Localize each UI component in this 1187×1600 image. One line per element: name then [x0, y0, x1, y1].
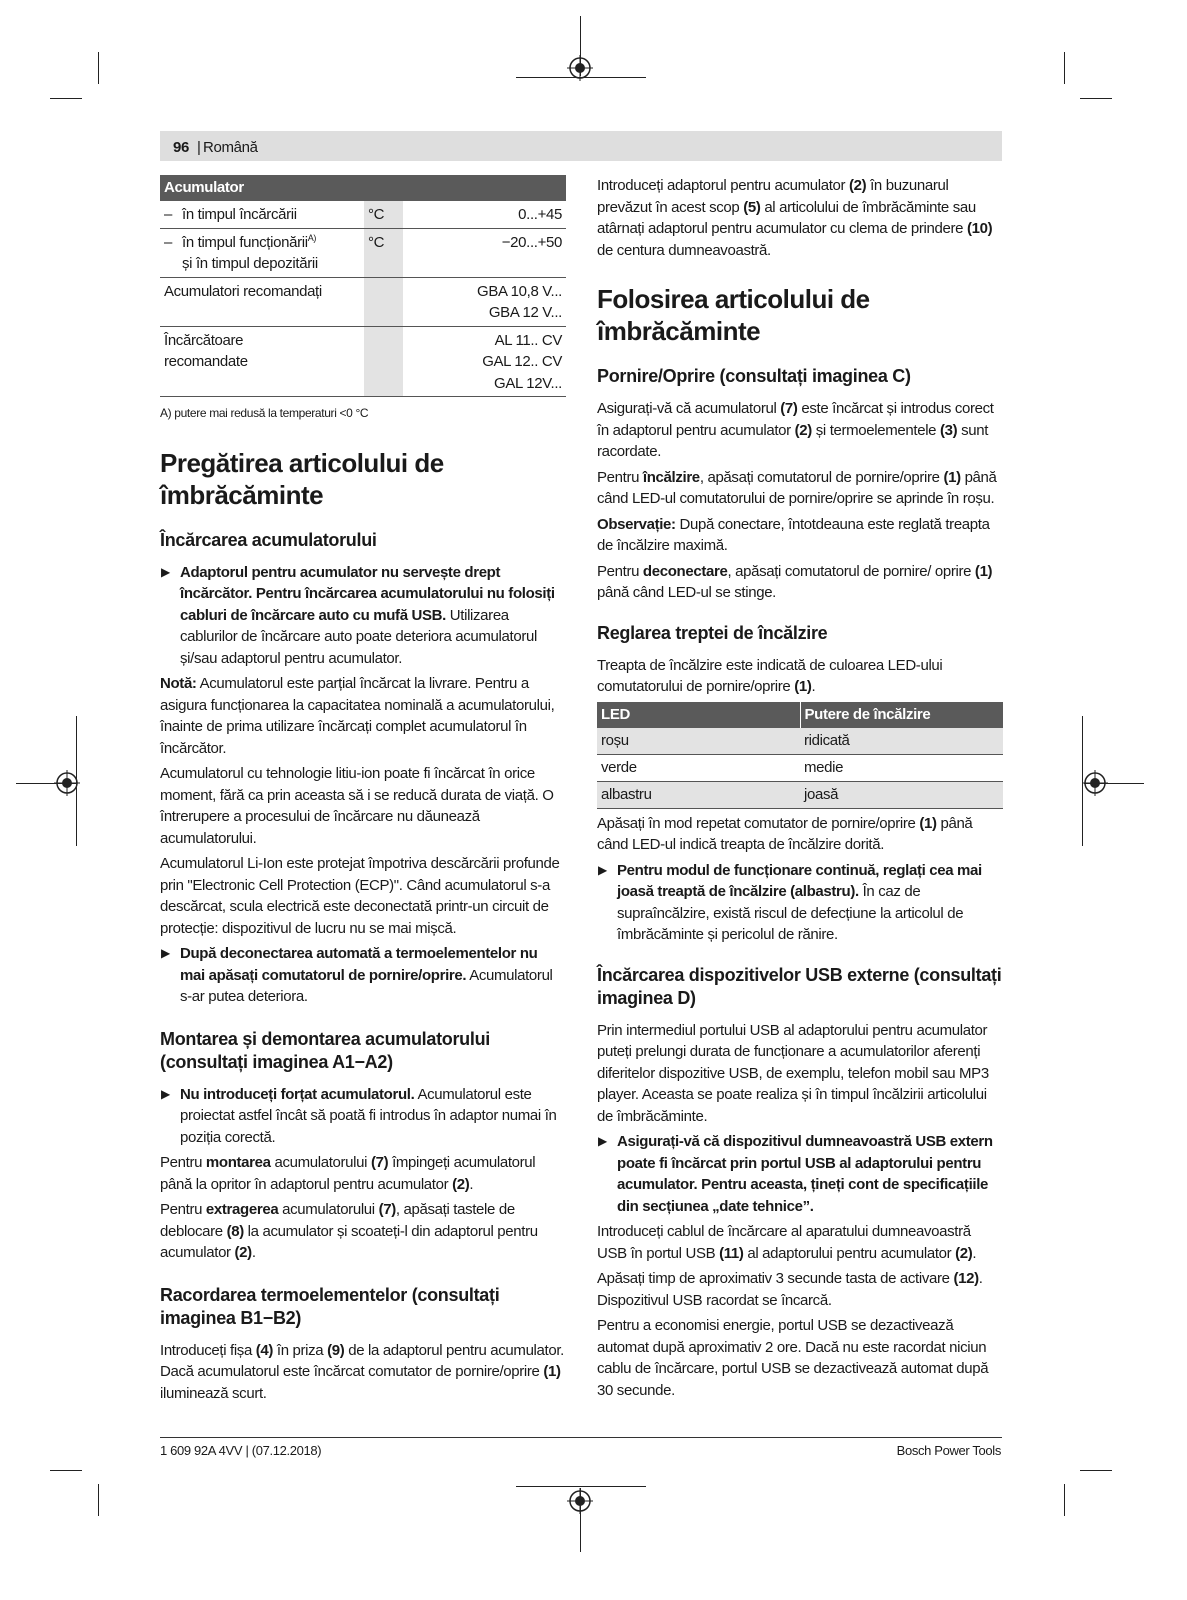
footer-doc-id: 1 609 92A 4VV | (07.12.2018) — [160, 1443, 322, 1458]
spec-unit — [364, 277, 403, 326]
bullet-triangle-icon: ▶ — [598, 862, 607, 877]
crop-mark — [50, 1470, 82, 1471]
bullet-triangle-icon: ▶ — [161, 946, 170, 960]
led-table — [597, 702, 1003, 809]
bullet-bold-text: După deconectarea automată a termoelementelor nu mai apăsați comutatorul de pornire/oprire. — [180, 945, 538, 984]
header-separator: | — [197, 139, 201, 156]
bullet-text: Utilizarea cablurilor de încărcare auto poate deteriora acumulatorul și/sau adaptorul pentru acumulator. — [180, 606, 537, 667]
spec-unit — [364, 326, 403, 397]
paragraph: Pentru a economisi energie, portul USB se dezactivează automat după aproximativ 2 ore. Dacă nu este racordat niciun cablu de încărcare, portul USB se dezactivează automat după 30 secunde. — [597, 1317, 989, 1399]
registration-mark-icon — [567, 55, 593, 81]
registration-mark-icon — [54, 770, 80, 796]
crop-mark — [98, 1484, 99, 1516]
paragraph: Observație: După conectare, întotdeauna este reglată treapta de încălzire maximă. — [597, 515, 990, 554]
bullet-bold-text: Asigurați-vă că dispozitivul dumneavoastră USB extern poate fi încărcat prin portul USB al adaptorului pentru acumulator. Pentru aceasta, țineți cont de specificațiile din secțiunea „date tehnice”. — [617, 1133, 993, 1215]
registration-mark-icon — [1082, 770, 1108, 796]
spec-label: Acumulatori recomandați — [160, 277, 364, 326]
spec-value: −20...+50 — [403, 228, 566, 277]
paragraph: Pentru deconectare, apăsați comutatorul de pornire/ oprire (1) până când LED-ul se stinge. — [597, 562, 993, 601]
warning-bullet — [160, 562, 566, 670]
subsection-heading: Pornire/Oprire (consultați imaginea C) — [597, 366, 911, 386]
footer-brand: Bosch Power Tools — [896, 1443, 1001, 1458]
bullet-bold-text: Adaptorul pentru acumulator nu servește drept încărcător. Pentru încărcarea acumulatorului nu folosiți cabluri de încărcare auto cu mufă USB. — [180, 563, 555, 624]
paragraph: Acumulatorul Li-Ion este protejat împotriva descărcării profunde prin "Electronic Cell Protection (ECP)". Când acumulatorul s-a descărcat, scula electrică este deconectată printr-un circuit de protecție: dispozitivul de lucru nu se mai mișcă. — [160, 855, 560, 937]
footer-rule — [160, 1437, 1002, 1438]
spec-label: Încărcătoare — [164, 331, 244, 349]
crop-mark — [1064, 52, 1065, 84]
paragraph: Introduceți cablul de încărcare al aparatului dumneavoastră USB în portul USB (11) al adaptorului pentru acumulator (2). — [597, 1223, 977, 1262]
spec-table-header: Acumulator — [160, 175, 566, 201]
dash: – — [164, 206, 172, 223]
bullet-triangle-icon: ▶ — [161, 1086, 170, 1101]
warning-bullet — [160, 943, 566, 1008]
bullet-text: Acumulatorul s-ar putea deteriora. — [180, 966, 553, 1005]
left-column — [160, 175, 566, 1408]
bullet-triangle-icon: ▶ — [161, 564, 170, 579]
subsection-heading: Reglarea treptei de încălzire — [597, 622, 828, 643]
subsection-heading: Montarea și demontarea acumulatorului (consultați imaginea A1−A2) — [160, 1028, 490, 1072]
paragraph: Treapta de încălzire este indicată de culoarea LED-ului comutatorului de pornire/oprire (1). — [597, 656, 943, 695]
page-number: 96 — [173, 139, 189, 156]
warning-bullet — [597, 860, 1003, 946]
spec-value: 0...+45 — [403, 201, 566, 228]
spec-value: GBA 12 V... — [488, 304, 562, 321]
led-table-header: Putere de încălzire — [800, 702, 1003, 728]
bullet-triangle-icon: ▶ — [598, 1134, 607, 1148]
warning-bullet — [597, 1131, 1003, 1217]
led-table-header: LED — [597, 702, 800, 728]
spec-row — [160, 228, 566, 277]
bullet-bold-text: Pentru modul de funcționare continuă, reglați cea mai joasă treaptă de încălzire (albastru). — [617, 861, 982, 900]
led-color: roșu — [597, 728, 800, 755]
paragraph: Pentru extragerea acumulatorului (7), apăsați tastele de deblocare (8) la acumulator și scoateți-l din adaptorul pentru acumulator (2). — [160, 1201, 538, 1261]
registration-mark-icon — [567, 1488, 593, 1514]
bullet-bold-text: Nu introduceți forțat acumulatorul. — [180, 1085, 415, 1103]
heat-level: medie — [800, 754, 1003, 781]
page-header — [160, 131, 1002, 161]
subsection-heading: Încărcarea dispozitivelor USB externe (consultați imaginea D) — [597, 964, 1002, 1008]
spec-footnote: A) putere mai redusă la temperaturi <0 °C — [160, 406, 369, 420]
led-color: verde — [597, 754, 800, 781]
crop-mark — [516, 1486, 646, 1487]
subsection-heading: Încărcarea acumulatorului — [160, 529, 377, 550]
spec-label-cont: recomandate — [164, 353, 248, 370]
heat-level: ridicată — [800, 728, 1003, 755]
warning-bullet — [160, 1084, 566, 1149]
led-color: albastru — [597, 781, 800, 808]
paragraph: Pentru încălzire, apăsați comutatorul de pornire/oprire (1) până când LED-ul comutatorului de pornire/oprire se aprinde în roșu. — [597, 468, 997, 507]
paragraph: Acumulatorul cu tehnologie litiu-ion poate fi încărcat în orice moment, fără ca prin aceasta să i se reducă durata de viață. O întrerupere a procesului de încărcare nu dăunează acumulatorului. — [160, 765, 554, 847]
spec-value: AL 11.. CV — [494, 331, 562, 349]
section-title: Pregătirea articolului de îmbrăcăminte — [160, 447, 444, 510]
table-row — [597, 781, 1003, 808]
crop-mark — [50, 98, 82, 99]
paragraph: Introduceți fișa (4) în priza (9) de la adaptorul pentru acumulator. Dacă acumulatorul este încărcat comutator de pornire/oprire (1) iluminează scurt. — [160, 1341, 564, 1402]
crop-mark — [98, 52, 99, 84]
heat-level: joasă — [800, 781, 1003, 808]
bullet-text: În caz de supraîncălzire, există riscul de defecțiune la articolul de îmbrăcăminte și pericolul de rănire. — [617, 883, 964, 943]
spec-unit: °C — [364, 228, 403, 277]
header-language: Română — [203, 139, 258, 156]
paragraph: Asigurați-vă că acumulatorul (7) este încărcat și introdus corect în adaptorul pentru acumulator (2) și termoelementele (3) sunt racordate. — [597, 400, 994, 460]
spec-table — [160, 175, 566, 397]
paragraph: Apăsați timp de aproximativ 3 secunde tasta de activare (12). Dispozitivul USB racordat se încarcă. — [597, 1270, 983, 1309]
footnote-ref: A) — [307, 232, 317, 243]
crop-mark — [1080, 1470, 1112, 1471]
table-row — [597, 728, 1003, 755]
dash: – — [164, 233, 172, 251]
right-column — [597, 175, 1003, 1405]
spec-value: GBA 10,8 V... — [477, 282, 562, 300]
crop-mark — [1080, 98, 1112, 99]
spec-label-cont: și în timpul depozitării — [182, 255, 318, 272]
spec-unit: °C — [364, 201, 403, 228]
spec-value: GAL 12.. CV — [482, 353, 562, 370]
paragraph: Introduceți adaptorul pentru acumulator (2) în buzunarul prevăzut în acest scop (5) al articolului de îmbrăcăminte sau atârnați adaptorul pentru acumulator cu clema de prindere (10) de centura dumneavoastră. — [597, 177, 993, 259]
crop-mark — [1064, 1484, 1065, 1516]
subsection-heading: Racordarea termoelementelor (consultați imaginea B1−B2) — [160, 1284, 500, 1328]
paragraph: Pentru montarea acumulatorului (7) împingeți acumulatorul până la opritor în adaptorul pentru acumulator (2). — [160, 1154, 536, 1193]
spec-row — [160, 201, 566, 228]
spec-row — [160, 326, 566, 397]
bullet-text: Acumulatorul este proiectat astfel încât să poată fi introdus în adaptor numai în poziția corectă. — [180, 1085, 557, 1146]
paragraph: Apăsați în mod repetat comutator de pornire/oprire (1) până când LED-ul indică treapta de încălzire dorită. — [597, 814, 973, 853]
table-row — [597, 754, 1003, 781]
spec-label: în timpul funcționării — [182, 233, 308, 251]
section-title: Folosirea articolului de îmbrăcăminte — [597, 284, 870, 346]
spec-value: GAL 12V... — [494, 374, 562, 392]
paragraph: Prin intermediul portului USB al adaptorului pentru acumulator puteți prelungi durata de funcționare a acumulatorilor aferenți diferitelor dispozitive USB, de exemplu, telefon mobil sau MP3 player. Aceasta se poate realiza și în timpul încălzirii articolului de îmbrăcăminte. — [597, 1021, 989, 1125]
paragraph: Notă: Acumulatorul este parțial încărcat la livrare. Pentru a asigura funcționarea la capacitatea nominală a acumulatorului, înainte de prima utilizare încărcați complet acumulatorul în încărcător. — [160, 675, 555, 757]
spec-row — [160, 277, 566, 326]
spec-label: în timpul încărcării — [182, 206, 297, 223]
